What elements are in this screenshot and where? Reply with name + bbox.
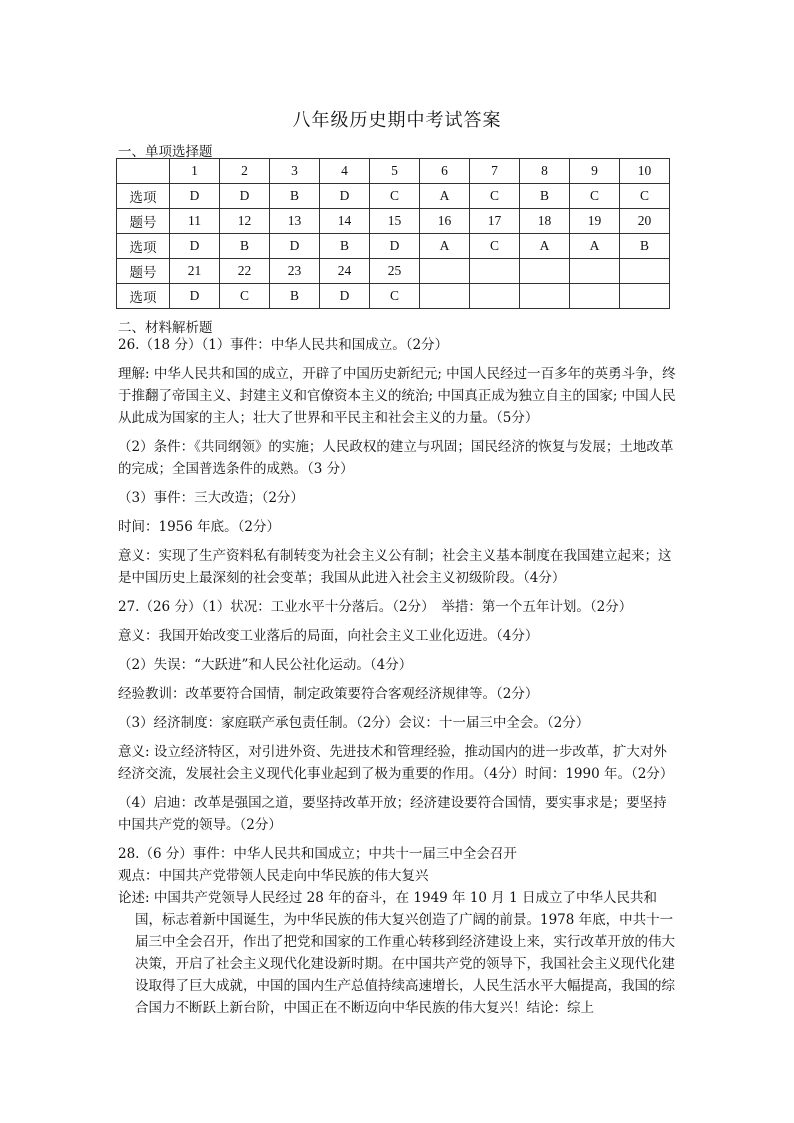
table-row xyxy=(117,184,670,209)
q26-time: 时间：1956 年底。（2分） xyxy=(118,519,280,535)
table-cell: D xyxy=(270,234,320,259)
q26-part1: 26.（18 分）（1）事件：中华人民共和国成立。（2分） xyxy=(118,337,449,353)
table-cell: 2 xyxy=(220,159,270,184)
table-cell: 5 xyxy=(370,159,420,184)
analysis-answers xyxy=(118,334,678,1019)
table-cell: D xyxy=(370,234,420,259)
q27-lessons: 经验教训：改革要符合国情，制定政策要符合客观经济规律等。（2分） xyxy=(118,686,539,702)
table-cell: 23 xyxy=(270,259,320,284)
table-row xyxy=(117,259,670,284)
row-label: 选项 xyxy=(117,284,170,309)
table-row xyxy=(117,159,670,184)
table-cell: B xyxy=(320,234,370,259)
section-heading-analysis: 二、材料解析题 xyxy=(118,320,213,336)
table-cell xyxy=(520,284,570,309)
table-cell: D xyxy=(320,284,370,309)
table-cell: 24 xyxy=(320,259,370,284)
table-cell: B xyxy=(270,284,320,309)
page-title: 八年级历史期中考试答案 xyxy=(292,110,502,131)
row-label: 题号 xyxy=(117,209,170,234)
table-cell: 11 xyxy=(170,209,220,234)
table-cell: 10 xyxy=(620,159,670,184)
q26-significance: 意义：实现了生产资料私有制转变为社会主义公有制；社会主义基本制度在我国建立起来；这是中国历史上最深刻的社会变革；我国从此进入社会主义初级阶段。（4分） xyxy=(118,548,672,586)
q27-significance: 意义：我国开始改变工业落后的局面，向社会主义工业化迈进。（4分） xyxy=(118,628,539,644)
row-label xyxy=(117,159,170,184)
q28-argument: 论述: 中国共产党领导人民经过 28 年的奋斗，在 1949 年 10 月 1 日成立了中华人民共和国，标志着新中国诞生，为中华民族的伟大复兴创造了广阔的前景。1978 年底，中共十一届三中全会召开，作出了把党和国家的工作重心转移到经济建设上来，实行改革开放的伟大决策，开启了社会主义现代化建设新时期。在中国共产党的领导下，我国社会主义现代化建设取得了巨大成就，中国的国内生产总值持续高速增长，人民生活水平大幅提高，我国的综合国力不断跃上新台阶，中国正在不断迈向中华民族的伟大复兴！结论：综上 xyxy=(118,890,675,1016)
table-cell xyxy=(620,284,670,309)
table-row xyxy=(117,284,670,309)
table-cell xyxy=(520,259,570,284)
table-cell: 13 xyxy=(270,209,320,234)
table-cell: B xyxy=(620,234,670,259)
table-cell: D xyxy=(170,234,220,259)
table-cell: 19 xyxy=(570,209,620,234)
table-cell: 8 xyxy=(520,159,570,184)
table-cell xyxy=(420,259,470,284)
table-cell xyxy=(470,284,520,309)
table-cell: A xyxy=(420,234,470,259)
table-cell: C xyxy=(220,284,270,309)
q26-part2: （2）条件：《共同纲领》的实施；人民政权的建立与巩固；国民经济的恢复与发展；土地改革的完成；全国普选条件的成熟。（3 分） xyxy=(118,439,674,477)
table-cell: A xyxy=(570,234,620,259)
table-cell: 16 xyxy=(420,209,470,234)
table-cell: 3 xyxy=(270,159,320,184)
table-cell: 9 xyxy=(570,159,620,184)
q26-part3: （3）事件：三大改造；（2分） xyxy=(118,490,304,506)
table-cell: 4 xyxy=(320,159,370,184)
table-cell: 18 xyxy=(520,209,570,234)
table-cell: 1 xyxy=(170,159,220,184)
q27-part4: （4）启迪：改革是强国之道，要坚持改革开放；经济建设要符合国情，要实事求是；要坚持中国共产党的领导。（2分） xyxy=(118,795,667,833)
table-cell: C xyxy=(570,184,620,209)
table-cell: D xyxy=(170,284,220,309)
table-cell: B xyxy=(270,184,320,209)
row-label: 题号 xyxy=(117,259,170,284)
table-cell: 21 xyxy=(170,259,220,284)
table-cell: D xyxy=(220,184,270,209)
table-cell xyxy=(470,259,520,284)
row-label: 选项 xyxy=(117,184,170,209)
table-cell: C xyxy=(370,284,420,309)
table-cell: A xyxy=(520,234,570,259)
table-cell: 15 xyxy=(370,209,420,234)
section-heading-choice: 一、单项选择题 xyxy=(118,144,213,160)
table-cell xyxy=(570,284,620,309)
q28-event: 28.（6 分）事件：中华人民共和国成立；中共十一届三中全会召开 xyxy=(118,846,517,862)
q27-part1: 27.（26 分）（1）状况：工业水平十分落后。（2分） 举措：第一个五年计划。（2分） xyxy=(118,599,633,615)
q28-viewpoint: 观点：中国共产党带领人民走向中华民族的伟大复兴 xyxy=(118,868,429,884)
q27-significance-2: 意义: 设立经济特区，对引进外资、先进技术和管理经验，推动国内的进一步改革，扩大对外经济交流，发展社会主义现代化事业起到了极为重要的作用。（4分）时间：1990 年。（2分） xyxy=(118,744,674,782)
table-cell xyxy=(620,259,670,284)
table-cell: C xyxy=(470,234,520,259)
table-cell xyxy=(420,284,470,309)
table-cell: 20 xyxy=(620,209,670,234)
q27-part2: （2）失误：“大跃进”和人民公社化运动。（4分） xyxy=(118,657,413,673)
table-cell: 17 xyxy=(470,209,520,234)
table-cell: 12 xyxy=(220,209,270,234)
table-row xyxy=(117,209,670,234)
q26-understanding: 理解: 中华人民共和国的成立，开辟了中国历史新纪元; 中国人民经过一百多年的英勇斗争，终于推翻了帝国主义、封建主义和官僚资本主义的统治; 中国真正成为独立自主的国家; 中国人民从此成为国家的主人；壮大了世界和平民主和社会主义的力量。（5分） xyxy=(118,366,676,426)
table-cell: C xyxy=(620,184,670,209)
table-cell: B xyxy=(220,234,270,259)
table-cell: 6 xyxy=(420,159,470,184)
q27-part3: （3）经济制度：家庭联产承包责任制。（2分）会议：十一届三中全会。（2分） xyxy=(118,715,590,731)
table-cell: 14 xyxy=(320,209,370,234)
table-cell: D xyxy=(320,184,370,209)
table-cell: 22 xyxy=(220,259,270,284)
table-cell: 7 xyxy=(470,159,520,184)
table-cell: A xyxy=(420,184,470,209)
row-label: 选项 xyxy=(117,234,170,259)
table-cell: C xyxy=(370,184,420,209)
table-cell xyxy=(570,259,620,284)
table-cell: C xyxy=(470,184,520,209)
table-row xyxy=(117,234,670,259)
table-cell: 25 xyxy=(370,259,420,284)
table-cell: B xyxy=(520,184,570,209)
answer-table xyxy=(116,158,670,309)
table-cell: D xyxy=(170,184,220,209)
